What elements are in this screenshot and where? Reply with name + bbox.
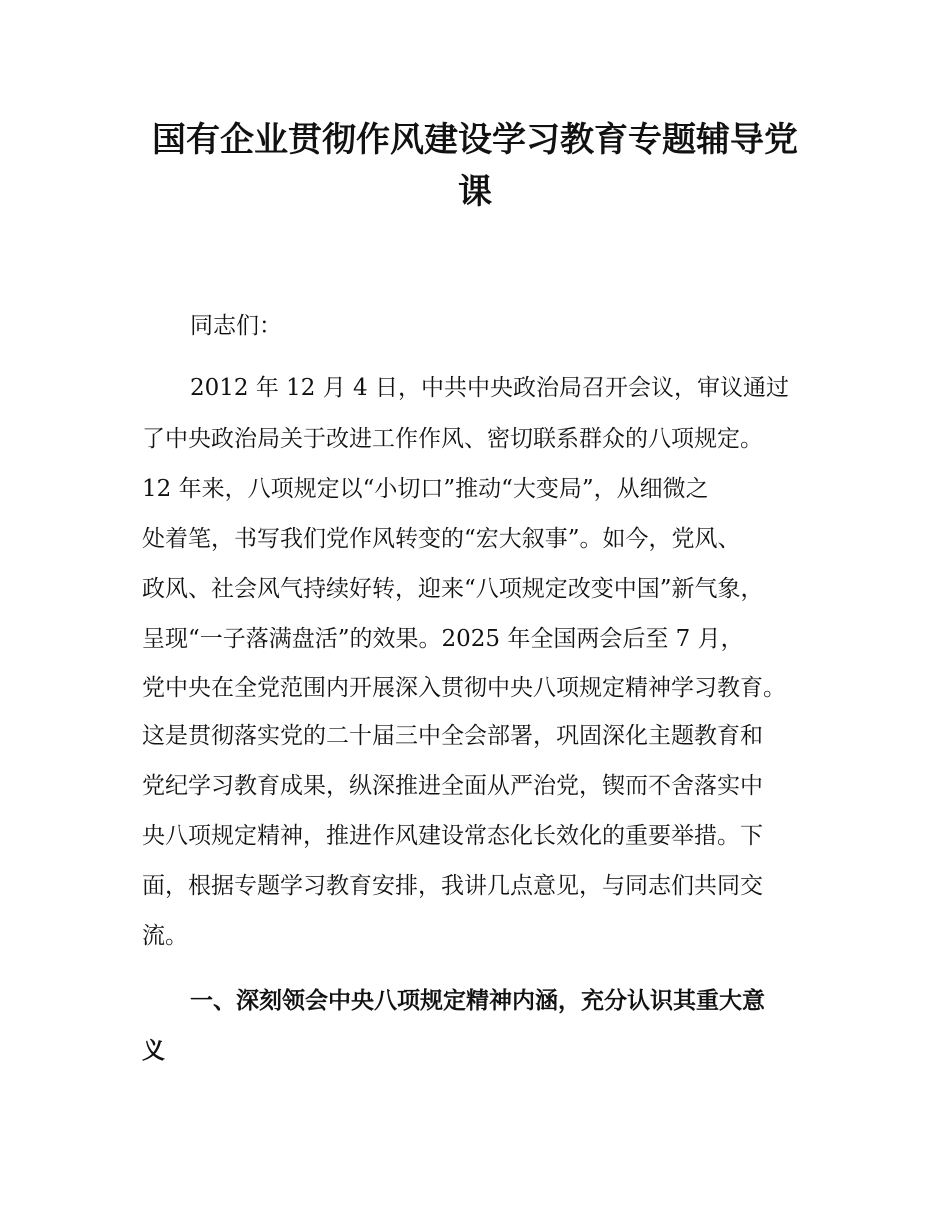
paragraph-line: 流。 [142, 923, 188, 949]
paragraph-line: 党纪学习教育成果，纵深推进全面从严治党，锲而不舍落实中 [142, 773, 763, 799]
paragraph-line: 处着笔，书写我们党作风转变的“宏大叙事”。如今，党风、 [142, 526, 741, 552]
paragraph-line: 12 年来，八项规定以“小切口”推动“大变局”，从细微之 [142, 476, 709, 502]
document-title-line-1: 国有企业贯彻作风建设学习教育专题辅导党 [152, 120, 798, 160]
paragraph-line: 这是贯彻落实党的二十届三中全会部署，巩固深化主题教育和 [142, 723, 763, 749]
paragraph-line: 呈现“一子落满盘活”的效果。2025 年全国两会后至 7 月， [142, 626, 744, 652]
paragraph-line: 面，根据专题学习教育安排，我讲几点意见，与同志们共同交 [142, 873, 763, 899]
paragraph-line: 了中央政治局关于改进工作作风、密切联系群众的八项规定。 [142, 426, 763, 452]
paragraph-line: 党中央在全党范围内开展深入贯彻中央八项规定精神学习教育。 [142, 675, 786, 701]
paragraph-line: 政风、社会风气持续好转，迎来“八项规定改变中国”新气象， [142, 576, 764, 602]
paragraph-line: 2012 年 12 月 4 日，中共中央政治局召开会议，审议通过 [190, 375, 789, 401]
paragraph-line: 央八项规定精神，推进作风建设常态化长效化的重要举措。下 [142, 823, 763, 849]
salutation: 同志们： [190, 313, 282, 339]
section-1-heading-line-1: 一、深刻领会中央八项规定精神内涵，充分认识其重大意 [190, 988, 765, 1014]
document-title-line-2: 课 [458, 172, 492, 212]
section-1-heading-line-2: 义 [142, 1038, 165, 1064]
